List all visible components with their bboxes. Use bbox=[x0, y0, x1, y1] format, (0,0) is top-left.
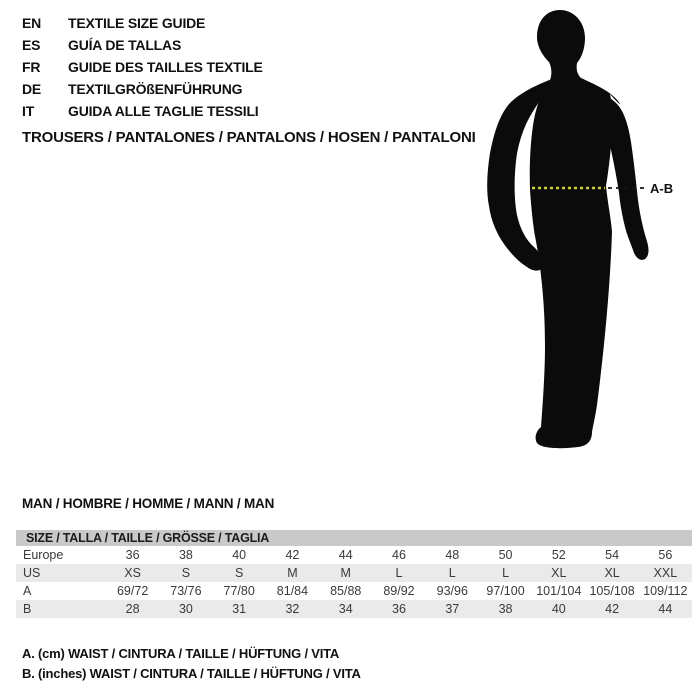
man-silhouette bbox=[478, 0, 700, 470]
table-cell: 28 bbox=[125, 602, 140, 616]
table-cell: 38 bbox=[178, 548, 193, 562]
table-row-europe bbox=[16, 546, 692, 564]
table-cell: 40 bbox=[232, 548, 247, 562]
table-cell: L bbox=[395, 566, 403, 580]
table-cell: 30 bbox=[178, 602, 193, 616]
silhouette-torso-legs bbox=[530, 10, 620, 448]
man-silhouette-figure bbox=[478, 0, 700, 470]
table-cell: 52 bbox=[551, 548, 566, 562]
table-cell: 32 bbox=[285, 602, 300, 616]
table-cell: 105/108 bbox=[589, 584, 635, 598]
table-row-a-cm bbox=[16, 582, 692, 600]
language-guide-title: GUIDA ALLE TAGLIE TESSILI bbox=[68, 103, 259, 119]
table-cell: 101/104 bbox=[536, 584, 582, 598]
table-cell: 38 bbox=[498, 602, 513, 616]
language-guide-title: GUIDE DES TAILLES TEXTILE bbox=[68, 59, 263, 75]
table-cell: 81/84 bbox=[276, 584, 309, 598]
language-row bbox=[22, 56, 263, 78]
language-row bbox=[22, 78, 263, 100]
table-cell: 69/72 bbox=[116, 584, 149, 598]
footnote-a-cm: A. (cm) WAIST / CINTURA / TAILLE / HÜFTUNG / VITA bbox=[22, 646, 340, 661]
category-title: TROUSERS / PANTALONES / PANTALONS / HOSEN / PANTALONI bbox=[22, 129, 476, 146]
table-cell: 34 bbox=[338, 602, 353, 616]
table-cell: 77/80 bbox=[223, 584, 255, 598]
table-cell: XS bbox=[124, 566, 141, 580]
language-guide-title: GUÍA DE TALLAS bbox=[68, 37, 182, 53]
table-cell: 93/96 bbox=[436, 584, 468, 598]
table-cell: XXL bbox=[653, 566, 678, 580]
table-cell: M bbox=[340, 566, 351, 580]
table-cell: M bbox=[287, 566, 298, 580]
table-cell: 44 bbox=[658, 602, 673, 616]
table-cell: 44 bbox=[338, 548, 353, 562]
table-cell: 56 bbox=[658, 548, 673, 562]
language-row bbox=[22, 34, 263, 56]
row-label: A bbox=[23, 584, 32, 598]
language-guide-title: TEXTILE SIZE GUIDE bbox=[68, 15, 206, 31]
row-label: US bbox=[23, 566, 41, 580]
table-cell: 42 bbox=[285, 548, 300, 562]
language-code: EN bbox=[22, 15, 42, 31]
table-cell: 46 bbox=[392, 548, 406, 562]
table-cell: L bbox=[502, 566, 510, 580]
language-row bbox=[22, 100, 263, 122]
table-cell: 48 bbox=[445, 548, 460, 562]
table-cell: XL bbox=[551, 566, 567, 580]
table-cell: 97/100 bbox=[486, 584, 525, 598]
table-cell: 73/76 bbox=[170, 584, 202, 598]
table-cell: 40 bbox=[551, 602, 566, 616]
language-code: FR bbox=[22, 59, 41, 75]
table-cell: 37 bbox=[445, 602, 460, 616]
language-guide-list bbox=[22, 12, 263, 122]
size-table bbox=[16, 530, 692, 618]
table-cell: 42 bbox=[605, 602, 620, 616]
table-cell: 89/92 bbox=[383, 584, 415, 598]
table-cell: 85/88 bbox=[330, 584, 362, 598]
language-guide-title: TEXTILGRÖßENFÜHRUNG bbox=[68, 81, 243, 97]
measure-label: A-B bbox=[650, 181, 674, 196]
row-label: B bbox=[23, 602, 32, 616]
size-table-header: SIZE / TALLA / TAILLE / GRÖSSE / TAGLIA bbox=[16, 530, 692, 546]
table-cell: 31 bbox=[232, 602, 247, 616]
section-title-man: MAN / HOMBRE / HOMME / MANN / MAN bbox=[22, 496, 275, 511]
table-cell: L bbox=[448, 566, 456, 580]
language-code: DE bbox=[22, 81, 42, 97]
table-row-us bbox=[16, 564, 692, 582]
table-row-b-inches bbox=[16, 600, 692, 618]
table-cell: S bbox=[235, 566, 244, 580]
table-cell: 36 bbox=[125, 548, 140, 562]
table-cell: 109/112 bbox=[643, 584, 688, 598]
language-code: ES bbox=[22, 37, 41, 53]
table-cell: S bbox=[181, 566, 191, 580]
language-code: IT bbox=[22, 103, 35, 119]
row-label: Europe bbox=[23, 548, 64, 562]
language-row bbox=[22, 12, 263, 34]
measurement-footnotes bbox=[22, 644, 361, 684]
footnote-b-inches: B. (inches) WAIST / CINTURA / TAILLE / HÜFTUNG / VITA bbox=[22, 666, 361, 681]
table-cell: 54 bbox=[605, 548, 620, 562]
table-cell: 50 bbox=[498, 548, 513, 562]
table-cell: 36 bbox=[392, 602, 406, 616]
table-cell: XL bbox=[604, 566, 620, 580]
